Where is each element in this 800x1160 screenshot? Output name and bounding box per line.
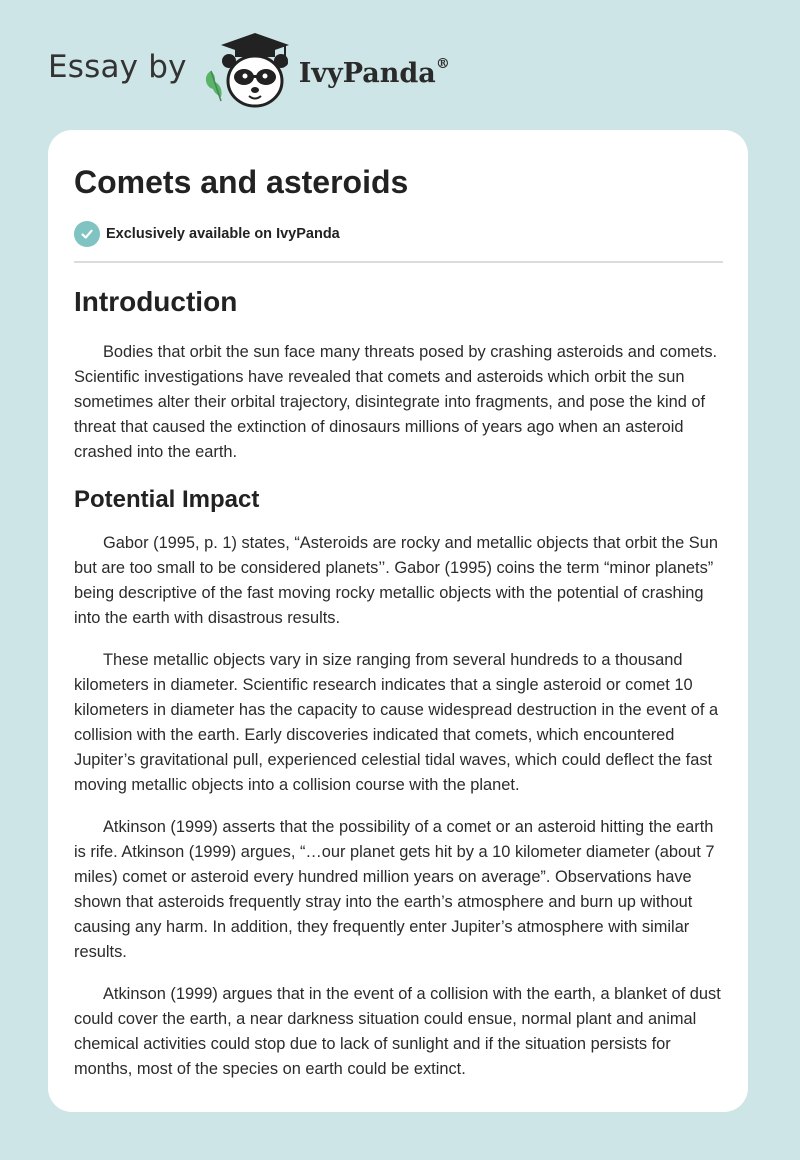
essay-by-label: Essay by xyxy=(48,49,187,85)
exclusive-badge xyxy=(74,221,340,247)
paragraph: Atkinson (1999) asserts that the possibility of a comet or an asteroid hitting the earth is rife. Atkinson (1999) argues, “…our planet gets hit by a 10 kilometer diameter (about 7 miles) comet or asteroid every hundred million years on average”. Observations have shown that asteroids frequently stray into the earth’s atmosphere and burn up without causing any harm. In addition, they frequently enter Jupiter’s atmosphere with similar results. xyxy=(74,818,715,961)
brand-name[interactable]: IvyPanda® xyxy=(298,55,450,89)
article-card xyxy=(48,130,748,1112)
site-header xyxy=(48,30,508,110)
section-heading-introduction: Introduction xyxy=(74,286,238,317)
paragraph: These metallic objects vary in size ranging from several hundreds to a thousand kilometers in diameter. Scientific research indicates that a single asteroid or comet 10 kilometers in diameter has the capacity to cause widespread destruction in the event of a collision with the earth. Early discoveries indicated that comets, which encountered Jupiter’s gravitational pull, experienced celestial tidal waves, which could deflect the fast moving metallic objects into a collision course with the planet. xyxy=(74,651,719,794)
divider xyxy=(74,261,723,263)
article-title: Comets and asteroids xyxy=(74,164,409,200)
check-icon xyxy=(74,221,100,247)
paragraph: Gabor (1995, p. 1) states, “Asteroids are rocky and metallic objects that orbit the Sun but are too small to be considered planets’’. Gabor (1995) coins the term “minor planets” being descriptive of the fast moving rocky metallic objects with the potential of crashing into the earth with disastrous results. xyxy=(74,534,718,627)
registered-mark: ® xyxy=(435,55,450,72)
section-heading-potential-impact: Potential Impact xyxy=(74,486,260,513)
paragraph: Atkinson (1999) argues that in the event of a collision with the earth, a blanket of dust could cover the earth, a near darkness situation could ensue, normal plant and animal chemical activities could stop due to lack of sunlight and if the situation persists for months, most of the species on earth could be extinct. xyxy=(74,985,721,1078)
panda-logo-icon[interactable] xyxy=(201,31,293,109)
article-body xyxy=(74,282,723,1099)
badge-label: Exclusively available on IvyPanda xyxy=(106,226,340,242)
paragraph: Bodies that orbit the sun face many threats posed by crashing asteroids and comets. Scientific investigations have revealed that comets and asteroids which orbit the sun sometimes alter their orbital trajectory, disintegrate into fragments, and pose the kind of threat that caused the extinction of dinosaurs millions of years ago when an asteroid crashed into the earth. xyxy=(74,343,718,461)
